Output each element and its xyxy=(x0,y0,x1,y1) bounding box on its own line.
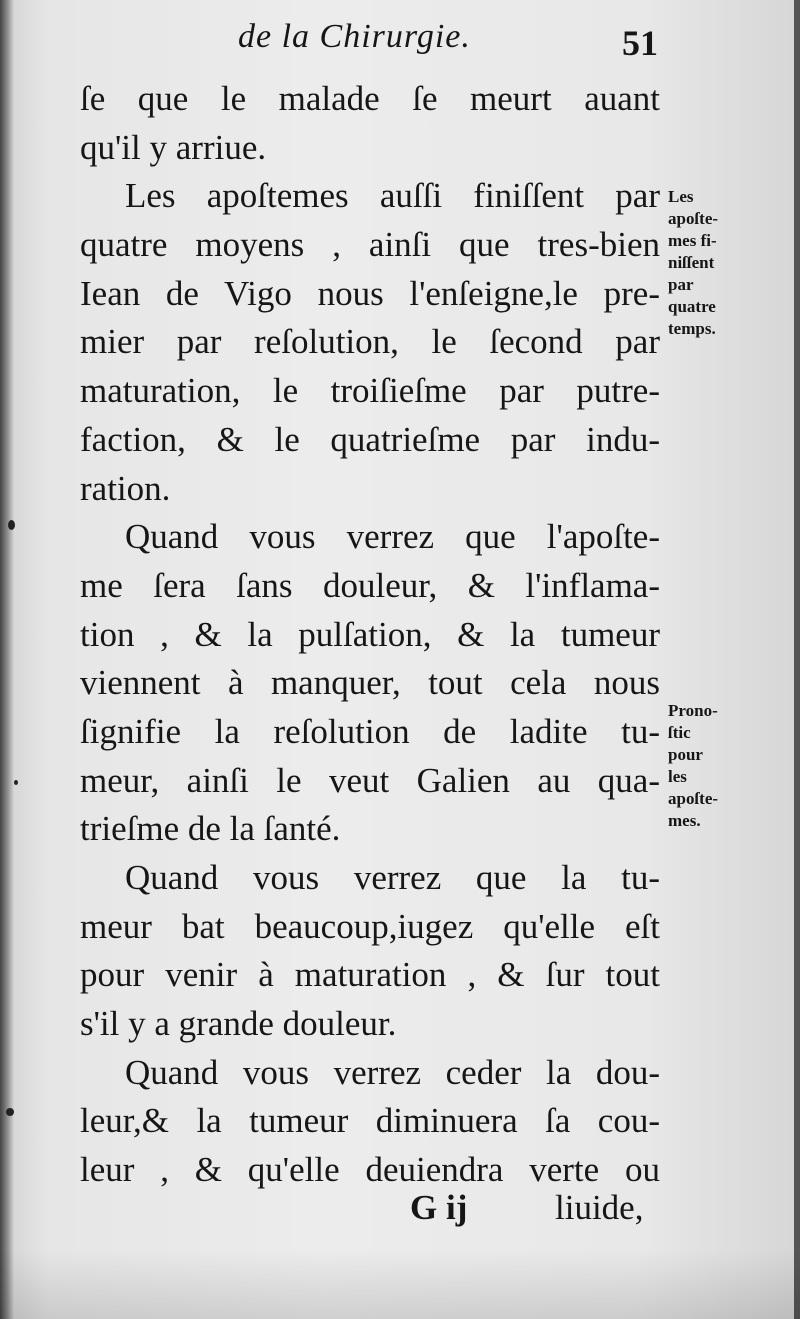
main-text xyxy=(80,75,660,1195)
text-line: faction, & le quatrieſme par indu- xyxy=(80,419,660,459)
margin-note-line: mes. xyxy=(668,811,701,830)
margin-note-line: Les xyxy=(668,187,694,206)
text-line: me ſera ſans douleur, & l'inflama- xyxy=(80,565,660,605)
ink-speck xyxy=(6,1108,14,1116)
text-line: maturation, le troiſieſme par putre- xyxy=(80,371,660,411)
margin-note-line: apoſte- xyxy=(668,209,719,228)
text-line: meur, ainſi le veut Galien au qua- xyxy=(80,760,660,800)
text-line: qu'il y arriue. xyxy=(80,127,267,167)
text-line: meur bat beaucoup,iugez qu'elle eſt xyxy=(80,906,660,946)
text-line: Quand vous verrez que l'apoſte- xyxy=(125,517,660,557)
margin-note-line: apoſte- xyxy=(668,789,719,808)
margin-note-line: ſtic xyxy=(668,723,691,742)
margin-note-line: pour xyxy=(668,745,703,764)
text-line: quatre moyens , ainſi que tres-bien xyxy=(80,225,660,265)
text-line: ſignifie la reſolution de ladite tu- xyxy=(80,711,660,751)
page-bottom-shadow xyxy=(0,1249,800,1319)
margin-note-line: mes fi- xyxy=(668,231,717,250)
margin-note-line: les xyxy=(668,767,687,786)
margin-note-line: par xyxy=(668,275,694,294)
text-line: pour venir à maturation , & ſur tout xyxy=(80,955,660,995)
running-head: de la Chirurgie. xyxy=(238,18,471,55)
text-line: Les apoſtemes auſſi finiſſent par xyxy=(125,176,660,216)
page-number: 51 xyxy=(622,23,658,63)
margin-note-line: Prono- xyxy=(668,701,718,720)
text-line: mier par reſolution, le ſecond par xyxy=(80,322,660,362)
text-line: Quand vous verrez ceder la dou- xyxy=(125,1052,660,1092)
signature-mark: G ij xyxy=(410,1188,468,1227)
margin-note xyxy=(668,700,780,832)
text-line: trieſme de la ſanté. xyxy=(80,809,341,849)
text-line: s'il y a grande douleur. xyxy=(80,1004,397,1044)
ink-speck xyxy=(14,780,18,785)
margin-note-line: quatre xyxy=(668,297,716,316)
text-line: tion , & la pulſation, & la tumeur xyxy=(80,614,660,654)
margin-note-line: temps. xyxy=(668,319,716,338)
text-line: ration. xyxy=(80,468,171,508)
page-binding-shadow xyxy=(0,0,14,1319)
text-line: leur , & qu'elle deuiendra verte ou xyxy=(80,1150,660,1190)
text-line: leur,& la tumeur diminuera ſa cou- xyxy=(80,1101,660,1141)
text-line: viennent à manquer, tout cela nous xyxy=(80,663,660,703)
catchword: liuide, xyxy=(555,1188,644,1227)
margin-note xyxy=(668,186,780,340)
margin-note-line: niſſent xyxy=(668,253,715,272)
text-line: Quand vous verrez que la tu- xyxy=(125,858,660,897)
text-line: Iean de Vigo nous l'enſeigne,le pre- xyxy=(80,273,660,313)
ink-speck xyxy=(8,520,15,530)
text-line: ſe que le malade ſe meurt auant xyxy=(80,79,660,118)
page-edge-shadow xyxy=(794,0,800,1319)
